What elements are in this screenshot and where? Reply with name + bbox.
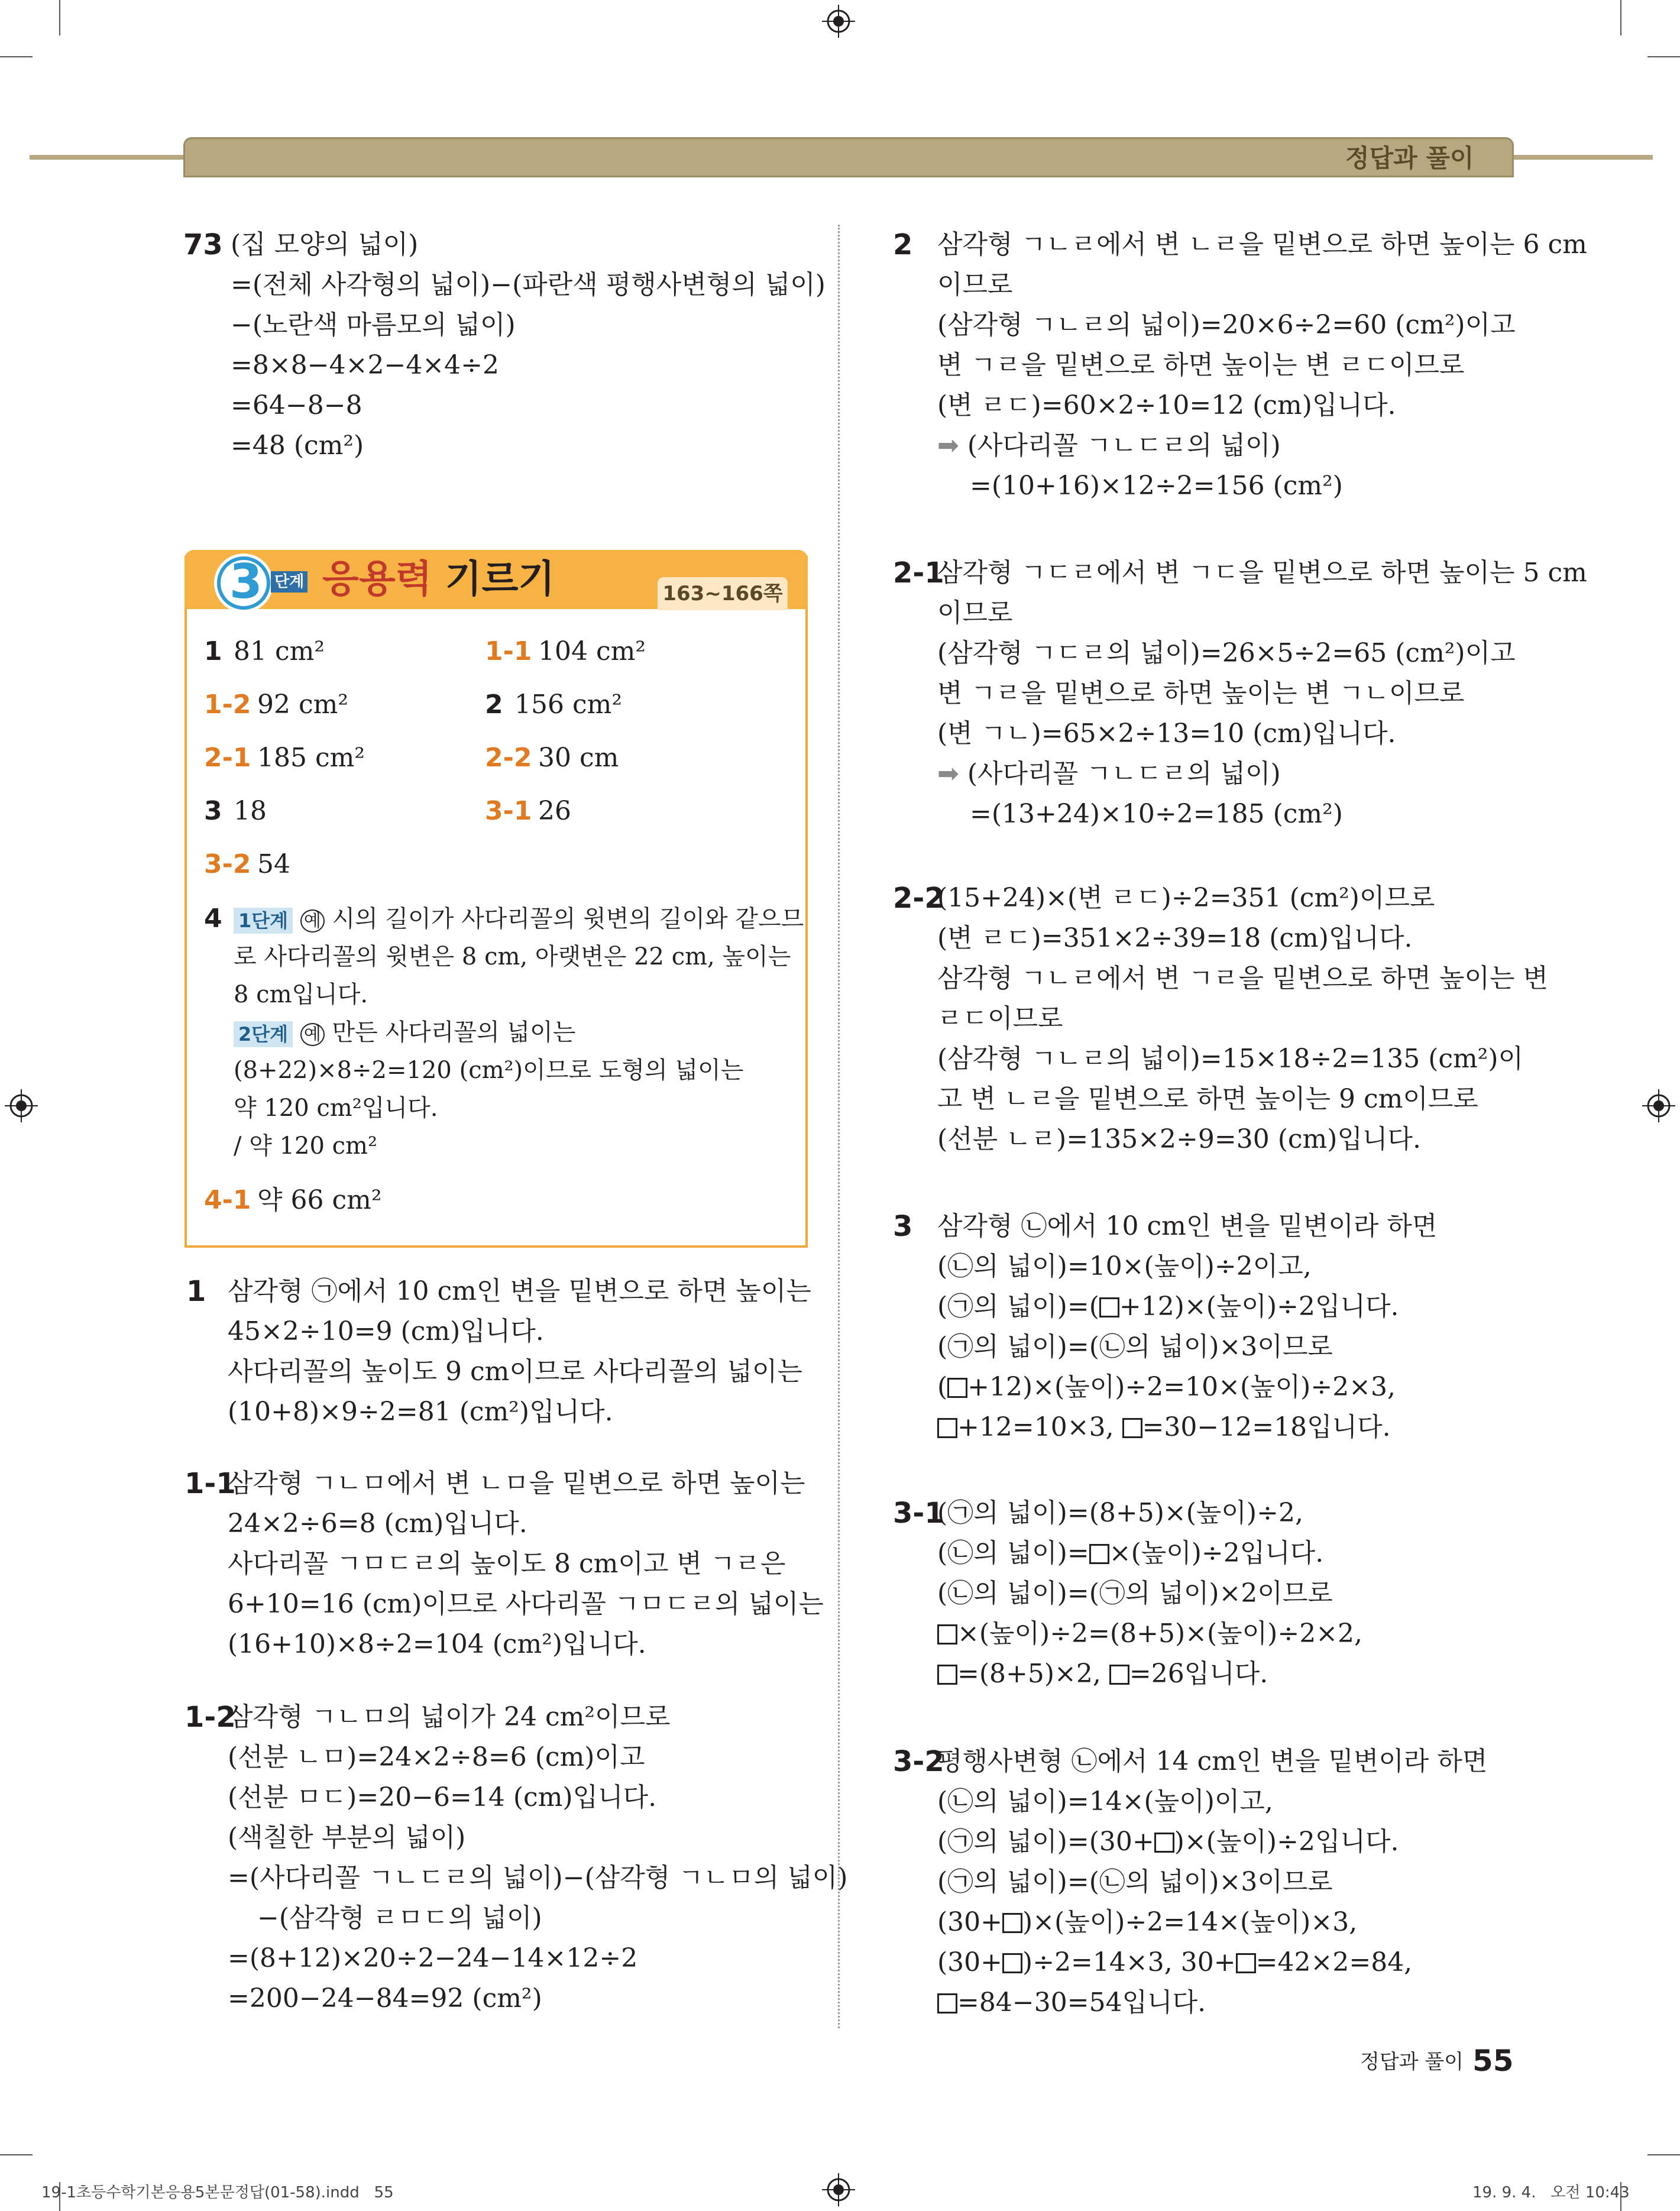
solution-line: +12=10×3, =30−12=18입니다. [937,1407,1391,1448]
answer-value: 54 [257,849,290,879]
solution-line: (16+10)×8÷2=104 (cm²)입니다. [228,1629,646,1659]
solution-line: 삼각형 ㉡에서 10 cm인 변을 밑변이라 하면 [937,1211,1438,1241]
solution-line: (색칠한 부분의 넓이) [228,1822,466,1853]
registration-mark-icon [5,1089,38,1122]
solution-line: (㉡의 넓이)=(㉠의 넓이)×2이므로 [937,1578,1333,1608]
problem-number: 1 [186,1275,206,1308]
solution-line: 삼각형 ㄱㄴㅁ의 넓이가 24 cm²이므로 [228,1702,671,1732]
solution-line: =(13+24)×10÷2=185 (cm²) [970,799,1343,829]
problem-number: 73 [183,228,223,261]
solution-line: (선분 ㄴㅁ)=24×2÷8=6 (cm)이고 [228,1742,645,1772]
solution-line: =48 (cm²) [231,430,364,461]
blank-box [1109,1665,1129,1685]
blank-box [937,1624,957,1645]
answer-label: 4-1 [204,1185,251,1215]
blank-box [1002,1953,1022,1973]
section-title [322,556,555,603]
print-date: 19. 9. 4. 오전 10:43 [1472,2184,1630,2202]
solution-line: (삼각형 ㄱㄷㄹ의 넓이)=26×5÷2=65 (cm²)이고 [937,638,1516,668]
problem-number: 1-2 [184,1701,236,1734]
step1-badge: 1단계 [234,908,293,934]
solution-line: =(전체 사각형의 넓이)−(파란색 평행사변형의 넓이) [231,270,826,300]
solution-line: (10+8)×9÷2=81 (cm²)입니다. [228,1397,613,1427]
solution-line: (㉠의 넓이)=( +12)×(높이)÷2입니다. [937,1291,1399,1322]
solution-line: (㉠의 넓이)=(30+ )×(높이)÷2입니다. [937,1827,1399,1857]
solution-line: ㄹㄷ이므로 [937,1003,1063,1034]
solution-line: (㉠의 넓이)=(㉡의 넓이)×3이므로 [937,1867,1333,1897]
header-title: 정답과 풀이 [1345,144,1474,173]
answer-value: 185 cm² [257,743,365,773]
solution-line: ( +12)×(높이)÷2=10×(높이)÷2×3, [937,1372,1396,1402]
answer-value: 81 cm² [234,636,325,666]
arrow-right-icon: ➡ [937,430,959,461]
solution-line: (변 ㄹㄷ)=351×2÷39=18 (cm)입니다. [937,923,1413,953]
blank-box [947,1378,967,1398]
problem-number: 3-2 [893,1745,944,1778]
solution-line: 변 ㄱㄹ을 밑변으로 하면 높이는 변 ㄹㄷ이므로 [937,350,1465,380]
solution-line: =8×8−4×2−4×4÷2 [231,350,500,380]
answer-value: 104 cm² [538,636,646,666]
problem-number: 2-2 [893,882,944,915]
answer-label: 1 [204,636,222,666]
answer-label: 1-1 [485,636,532,666]
solution-line: (30+ )×(높이)÷2=14×(높이)×3, [937,1907,1358,1937]
column-divider [838,225,840,2028]
solution-line: 삼각형 ㄱㄷㄹ에서 변 ㄱㄷ을 밑변으로 하면 높이는 5 cm [937,558,1587,588]
blank-box [937,1993,957,2013]
answer-value: 92 cm² [257,689,348,720]
solution-line: (집 모양의 넓이) [231,229,419,260]
solution-line: 24×2÷6=8 (cm)입니다. [228,1508,527,1539]
problem-number: 1-1 [184,1467,236,1500]
blank-box [1122,1418,1142,1438]
registration-mark-icon [822,5,855,38]
section-title-highlight: 응용력 [322,558,432,601]
solution-line: =(8+12)×20÷2−24−14×12÷2 [228,1943,638,1973]
solution-line: (㉡의 넓이)=14×(높이)이고, [937,1786,1273,1817]
crop-mark [1647,2154,1680,2155]
solution-line: =(사다리꼴 ㄱㄴㄷㄹ의 넓이)−(삼각형 ㄱㄴㅁ의 넓이) [228,1863,848,1893]
solution-line: =64−8−8 [231,390,362,420]
page-number: 55 [1472,2044,1514,2078]
blank-box [1236,1953,1256,1973]
solution-line: (삼각형 ㄱㄴㄹ의 넓이)=20×6÷2=60 (cm²)이고 [937,310,1516,340]
step-word: 단계 [271,571,307,593]
solution-line: 고 변 ㄴㄹ을 밑변으로 하면 높이는 9 cm이므로 [937,1084,1478,1114]
solution-line: 이므로 [937,270,1013,300]
solution-line: 평행사변형 ㉡에서 14 cm인 변을 밑변이라 하면 [937,1746,1488,1776]
blank-box [1002,1913,1022,1933]
problem-number: 2 [893,228,913,261]
solution-line: −(삼각형 ㄹㅁㄷ의 넓이) [257,1903,542,1933]
blank-box [1154,1833,1174,1853]
blank-box [1099,1297,1119,1317]
solution-line: 변 ㄱㄹ을 밑변으로 하면 높이는 변 ㄱㄴ이므로 [937,678,1465,708]
solution-line: =200−24−84=92 (cm²) [228,1983,542,2013]
crop-mark [1620,0,1621,35]
section-title-rest: 기르기 [432,558,555,601]
answer-label: 3-1 [485,796,532,826]
crop-mark [1647,56,1680,57]
solution-line: 삼각형 ㄱㄴㄹ에서 변 ㄱㄹ을 밑변으로 하면 높이는 변 [937,963,1548,993]
header-band [183,137,1514,177]
answer-label: 2-2 [485,743,532,773]
answer-value: 156 cm² [514,689,622,720]
solution-line: (㉡의 넓이)= ×(높이)÷2입니다. [937,1538,1324,1568]
solution-line: (삼각형 ㄱㄴㄹ의 넓이)=15×18÷2=135 (cm²)이 [937,1044,1524,1074]
answer-value: 26 [538,796,571,826]
solution-line: (㉡의 넓이)=10×(높이)÷2이고, [937,1251,1312,1281]
crop-mark [59,0,60,35]
solution-line: (선분 ㅁㄷ)=20−6=14 (cm)입니다. [228,1782,657,1812]
problem-number: 2-1 [893,556,944,590]
solution-line: 사다리꼴의 높이도 9 cm이므로 사다리꼴의 넓이는 [228,1357,802,1387]
blank-box [1089,1544,1109,1564]
solution-line: 6+10=16 (cm)이므로 사다리꼴 ㄱㅁㄷㄹ의 넓이는 [228,1589,824,1619]
answer-value: 30 cm [538,743,619,773]
solution-line: 이므로 [937,598,1013,628]
page-range-tag: 163~166쪽 [658,577,788,610]
solution-line: ➡ (사다리꼴 ㄱㄴㄷㄹ의 넓이) [937,430,1281,461]
registration-mark-icon [822,2173,855,2206]
solution-line: 약 120 cm²입니다. [234,1095,438,1122]
solution-line: =84−30=54입니다. [937,1983,1206,2023]
answer-label: 2 [485,689,503,720]
step2-badge: 2단계 [234,1021,293,1047]
solution-line: (15+24)×(변 ㄹㄷ)÷2=351 (cm²)이므로 [937,883,1435,913]
example-mark: 예 [300,1023,325,1046]
answer-label: 3 [204,796,222,826]
solution-line: 삼각형 ㄱㄴㅁ에서 변 ㄴㅁ을 밑변으로 하면 높이는 [228,1468,805,1498]
solution-line: =(10+16)×12÷2=156 (cm²) [970,471,1343,501]
solution-line: (8+22)×8÷2=120 (cm²)이므로 도형의 넓이는 [234,1057,744,1084]
answer-value: 약 66 cm² [257,1185,382,1215]
arrow-right-icon: ➡ [937,759,959,789]
answer-label: 4 [204,904,222,934]
solution-line: 2단계 예 만든 사다리꼴의 넓이는 [234,1012,575,1055]
example-mark: 예 [300,909,325,933]
solution-line: 삼각형 ㉠에서 10 cm인 변을 밑변으로 하면 높이는 [228,1276,811,1306]
problem-number: 3 [893,1210,913,1243]
solution-line: (㉠의 넓이)=(㉡의 넓이)×3이므로 [937,1332,1333,1362]
solution-line: / 약 120 cm² [234,1132,377,1160]
answer-label: 1-2 [204,689,251,720]
solution-line: (30+ )÷2=14×3, 30+ =42×2=84, [937,1947,1413,1977]
solution-line: 삼각형 ㄱㄴㄹ에서 변 ㄴㄹ을 밑변으로 하면 높이는 6 cm [937,229,1587,260]
answer-label: 3-2 [204,849,251,879]
solution-line: =(8+5)×2, =26입니다. [937,1654,1268,1694]
blank-box [937,1418,957,1438]
solution-line: ➡ (사다리꼴 ㄱㄴㄷㄹ의 넓이) [937,759,1281,789]
solution-line: 1단계 예 시의 길이가 사다리꼴의 윗변의 길이와 같으므 [234,899,804,941]
solution-line: −(노란색 마름모의 넓이) [231,310,516,340]
solution-line: 8 cm입니다. [234,981,368,1008]
step-number: 3 [229,554,263,609]
answer-label: 2-1 [204,743,251,773]
solution-line: 45×2÷10=9 (cm)입니다. [228,1316,544,1346]
solution-line: (변 ㄱㄴ)=65×2÷13=10 (cm)입니다. [937,718,1396,749]
solution-line: (선분 ㄴㄹ)=135×2÷9=30 (cm)입니다. [937,1124,1421,1154]
solution-line: ×(높이)÷2=(8+5)×(높이)÷2×2, [937,1614,1362,1654]
solution-line: (㉠의 넓이)=(8+5)×(높이)÷2, [937,1498,1303,1528]
registration-mark-icon [1642,1089,1675,1122]
problem-number: 3-1 [893,1497,944,1530]
crop-mark [0,2154,33,2155]
file-info: 19-1초등수학기본응용5본문정답(01-58).indd 55 [41,2184,394,2202]
crop-mark [0,56,33,57]
answer-value: 18 [234,796,267,826]
solution-line: 사다리꼴 ㄱㅁㄷㄹ의 높이도 8 cm이고 변 ㄱㄹ은 [228,1549,786,1579]
blank-box [937,1665,957,1685]
solution-line: 로 사다리꼴의 윗변은 8 cm, 아랫변은 22 cm, 높이는 [234,943,791,970]
solution-line: (변 ㄹㄷ)=60×2÷10=12 (cm)입니다. [937,390,1396,420]
footer-label: 정답과 풀이 [1360,2050,1464,2074]
